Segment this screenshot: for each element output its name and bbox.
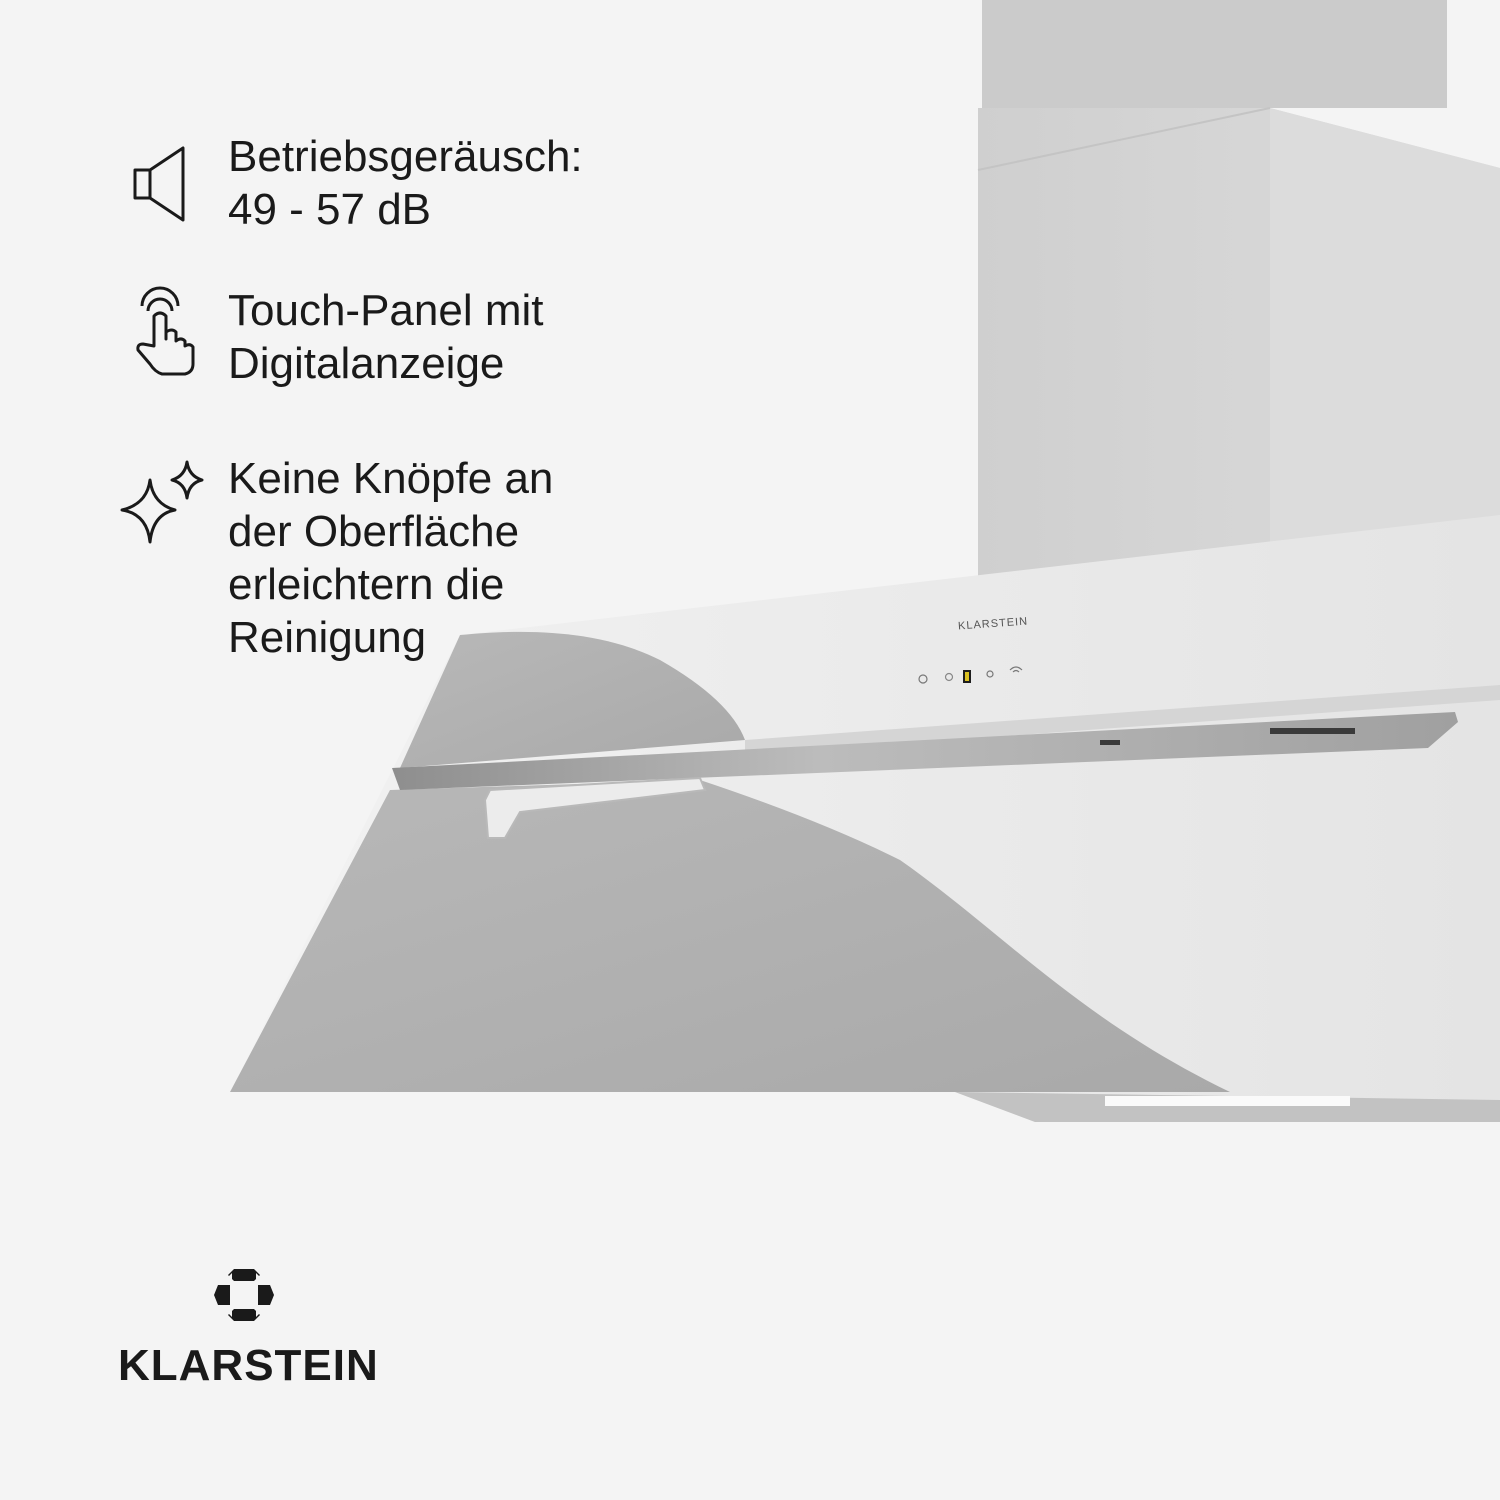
feature-touch-text: Touch-Panel mit Digitalanzeige bbox=[228, 286, 544, 388]
hood-chimney bbox=[978, 0, 1500, 580]
brand-name: KLARSTEIN bbox=[118, 1341, 379, 1390]
touch-hand-icon bbox=[110, 284, 210, 384]
feature-noise-text: Betriebsgeräusch: 49 - 57 dB bbox=[228, 132, 583, 234]
brand-block bbox=[118, 1265, 378, 1395]
sparkle-icon bbox=[110, 452, 210, 552]
hood-brand-label: KLARSTEIN bbox=[957, 615, 1029, 633]
klarstein-logo-icon bbox=[214, 1265, 274, 1325]
speaker-icon bbox=[110, 130, 210, 230]
feature-clean-text: Keine Knöpfe an der Oberfläche erleichtern die Reinigung bbox=[228, 454, 554, 662]
